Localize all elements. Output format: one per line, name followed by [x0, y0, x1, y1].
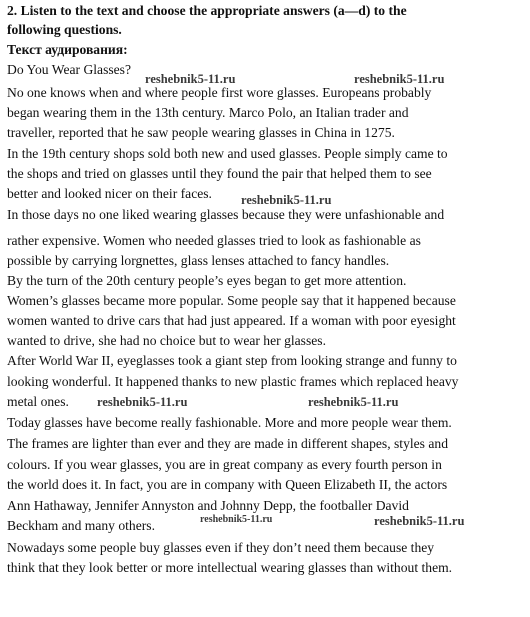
text-line: The frames are lighter than ever and they are made in different shapes, styles and — [7, 436, 448, 451]
text-line: Beckham and many others. — [7, 518, 155, 533]
task-instruction-line-1: 2. Listen to the text and choose the appropriate answers (a—d) to the — [7, 3, 407, 18]
text-line: Nowadays some people buy glasses even if they don’t need them because they — [7, 540, 435, 555]
section-label: Текст аудирования: — [7, 42, 128, 57]
text-line: In the 19th century shops sold both new and used glasses. People simply came to — [7, 146, 448, 161]
text-line: possible by carrying lorgnettes, glass lenses attached to fancy handles. — [7, 253, 390, 268]
text-line: rather expensive. Women who needed glasses tried to look as fashionable as — [7, 233, 421, 248]
text-line: By the turn of the 20th century people’s eyes began to get more attention. — [7, 273, 407, 288]
watermark-text: reshebnik5-11.ru — [308, 395, 399, 409]
watermark-text: reshebnik5-11.ru — [374, 514, 465, 528]
text-line: traveller, reported that he saw people wearing glasses in China in 1275. — [7, 125, 395, 140]
text-line: metal ones. — [7, 394, 69, 409]
text-line: looking wonderful. It happened thanks to new plastic frames which replaced heavy — [7, 374, 459, 389]
task-instruction-line-2: following questions. — [7, 22, 122, 37]
text-line: No one knows when and where people first wore glasses. Europeans probably — [7, 85, 432, 100]
text-line: Today glasses have become really fashionable. More and more people wear them. — [7, 415, 452, 430]
text-line: colours. If you wear glasses, you are in great company as every fourth person in — [7, 457, 442, 472]
text-line: better and looked nicer on their faces. — [7, 186, 212, 201]
text-line: women wanted to drive cars that had just appeared. If a woman with poor eyesight — [7, 313, 456, 328]
watermark-text: reshebnik5-11.ru — [145, 72, 236, 86]
watermark-text: reshebnik5-11.ru — [200, 514, 273, 525]
text-line: In those days no one liked wearing glasses because they were unfashionable and — [7, 207, 445, 222]
watermark-text: reshebnik5-11.ru — [354, 72, 445, 86]
text-line: Ann Hathaway, Jennifer Annyston and Johnny Depp, the footballer David — [7, 498, 409, 513]
text-title: Do You Wear Glasses? — [7, 62, 132, 77]
text-line: Women’s glasses became more popular. Some people say that it happened because — [7, 293, 456, 308]
text-line: think that they look better or more intellectual wearing glasses than without them. — [7, 560, 453, 575]
text-line: began wearing them in the 13th century. Marco Polo, an Italian trader and — [7, 105, 409, 120]
text-line: After World War II, eyeglasses took a giant step from looking strange and funny to — [7, 353, 457, 368]
text-line: wanted to drive, she had no choice but to wear her glasses. — [7, 333, 326, 348]
text-line: the world does it. In fact, you are in company with Queen Elizabeth II, the actors — [7, 477, 448, 492]
watermark-text: reshebnik5-11.ru — [241, 193, 332, 207]
watermark-text: reshebnik5-11.ru — [97, 395, 188, 409]
text-line: the shops and tried on glasses until they found the pair that helped them to see — [7, 166, 432, 181]
